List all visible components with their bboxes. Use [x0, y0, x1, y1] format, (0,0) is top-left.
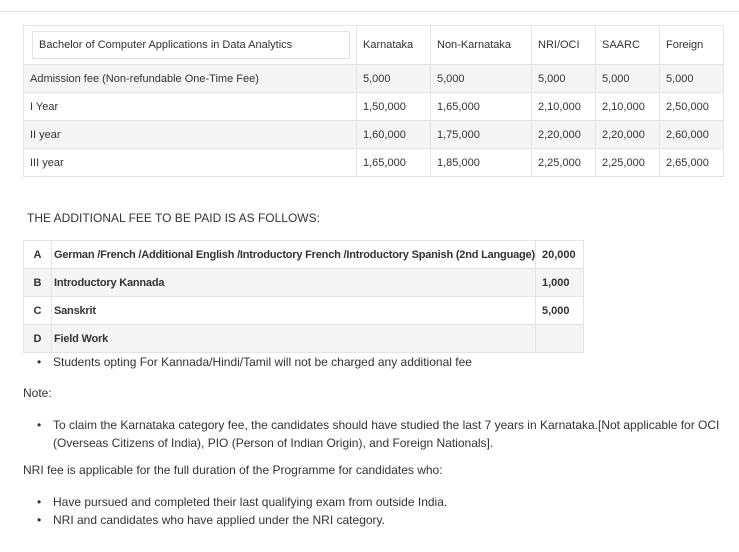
table-row [24, 149, 724, 177]
row-description: Introductory Kannada [52, 269, 536, 297]
fee-table [23, 25, 724, 177]
list-item: • NRI and candidates who have applied under the NRI category. [37, 511, 447, 529]
fee-cell: 5,000 [596, 65, 660, 93]
program-name: Bachelor of Computer Applications in Data Analytics [32, 31, 350, 59]
fee-cell: 1,60,000 [357, 121, 431, 149]
fee-cell: 2,50,000 [660, 93, 724, 121]
table-row [24, 269, 584, 297]
table-row [24, 325, 584, 353]
fee-cell: 2,20,000 [596, 121, 660, 149]
list-item: • To claim the Karnataka category fee, the candidates should have studied the last 7 years in Karnataka.[Not applicable for OCI (Overseas Citizens of India), PIO (Person of Indian Origin), and Foreign Nationals]. [37, 416, 727, 452]
nri-bullets [37, 493, 447, 529]
fee-table-header-row [24, 26, 724, 65]
table-row [24, 241, 584, 269]
row-label: Admission fee (Non-refundable One-Time Fee) [24, 65, 357, 93]
top-divider [0, 11, 739, 12]
table-row [24, 93, 724, 121]
fee-cell: 2,10,000 [532, 93, 596, 121]
fee-cell: 5,000 [532, 65, 596, 93]
row-label: III year [24, 149, 357, 177]
note-bullets [37, 416, 727, 452]
note-label: Note: [23, 386, 52, 400]
column-header-non-karnataka: Non-Karnataka [431, 26, 532, 65]
row-amount: 1,000 [536, 269, 584, 297]
additional-fee-title: THE ADDITIONAL FEE TO BE PAID IS AS FOLLOWS: [27, 211, 320, 225]
column-header-karnataka: Karnataka [357, 26, 431, 65]
fee-cell: 2,20,000 [532, 121, 596, 149]
additional-fee-table [23, 240, 584, 353]
fee-cell: 5,000 [357, 65, 431, 93]
fee-cell: 2,60,000 [660, 121, 724, 149]
fee-cell: 2,25,000 [596, 149, 660, 177]
column-header-saarc: SAARC [596, 26, 660, 65]
row-description: Field Work [52, 325, 536, 353]
row-amount: 5,000 [536, 297, 584, 325]
table-row [24, 121, 724, 149]
column-header-nri-oci: NRI/OCI [532, 26, 596, 65]
row-amount: 20,000 [536, 241, 584, 269]
list-item: • Have pursued and completed their last qualifying exam from outside India. [37, 493, 447, 511]
column-header-foreign: Foreign [660, 26, 724, 65]
fee-cell: 2,65,000 [660, 149, 724, 177]
row-letter: B [24, 269, 52, 297]
row-label: I Year [24, 93, 357, 121]
row-amount [536, 325, 584, 353]
row-letter: D [24, 325, 52, 353]
fee-cell: 1,50,000 [357, 93, 431, 121]
fee-cell: 1,65,000 [431, 93, 532, 121]
fee-cell: 1,75,000 [431, 121, 532, 149]
row-letter: C [24, 297, 52, 325]
row-description: Sanskrit [52, 297, 536, 325]
fee-cell: 1,65,000 [357, 149, 431, 177]
fee-cell: 2,25,000 [532, 149, 596, 177]
nri-intro: NRI fee is applicable for the full duration of the Programme for candidates who: [23, 463, 443, 477]
row-letter: A [24, 241, 52, 269]
program-name-cell [24, 26, 357, 65]
table-row [24, 65, 724, 93]
additional-fee-bullets [37, 355, 472, 369]
fee-cell: 2,10,000 [596, 93, 660, 121]
fee-cell: 1,85,000 [431, 149, 532, 177]
row-label: II year [24, 121, 357, 149]
fee-cell: 5,000 [431, 65, 532, 93]
row-description: German /French /Additional English /Introductory French /Introductory Spanish (2nd Language) [52, 241, 536, 269]
fee-cell: 5,000 [660, 65, 724, 93]
list-item: • Students opting For Kannada/Hindi/Tamil will not be charged any additional fee [37, 355, 472, 369]
table-row [24, 297, 584, 325]
